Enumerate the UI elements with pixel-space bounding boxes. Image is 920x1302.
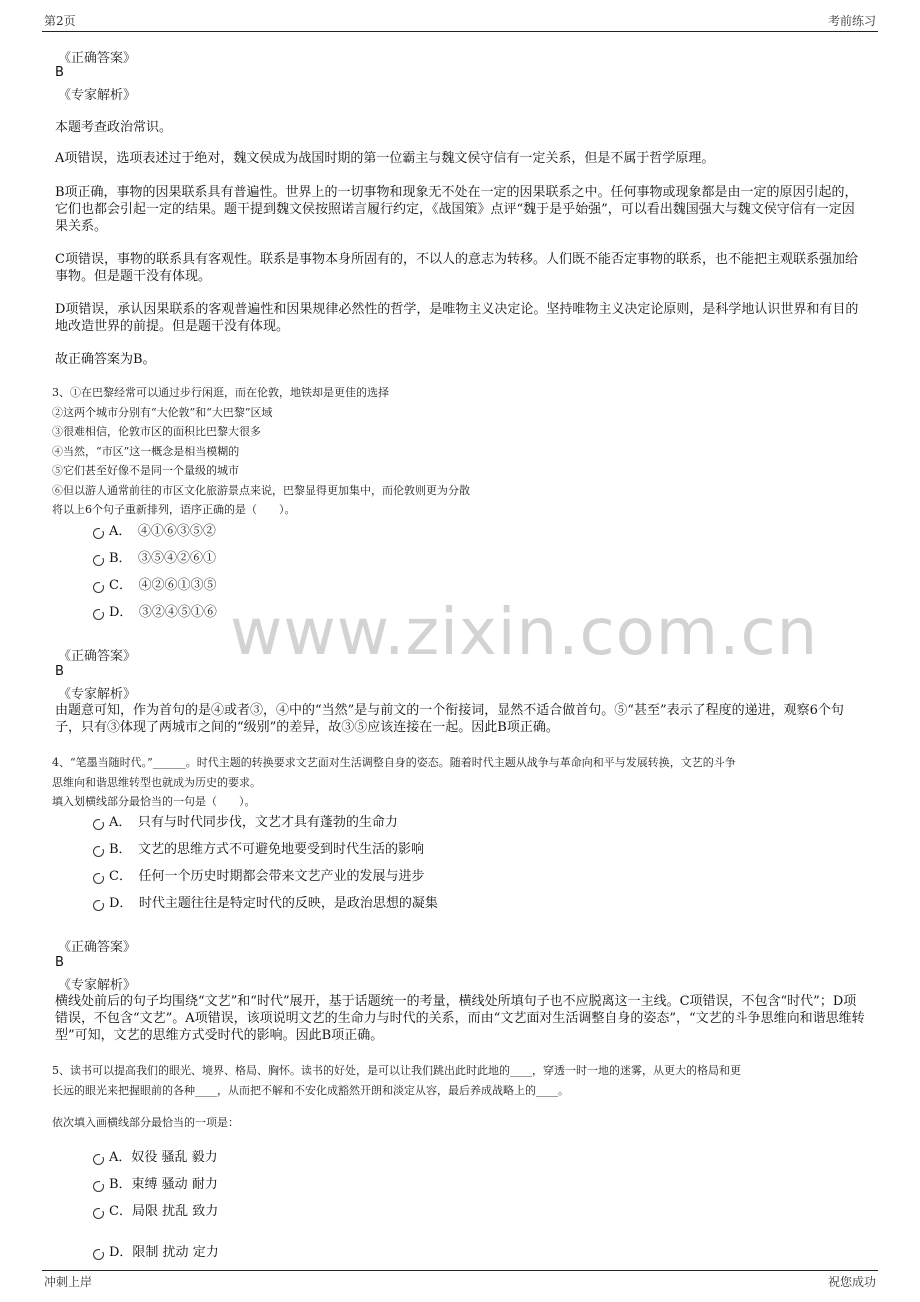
radio-icon[interactable] (93, 609, 104, 620)
option-label: A． 只有与时代同步伐，文艺才具有蓬勃的生命力 (109, 815, 398, 830)
radio-icon[interactable] (93, 846, 104, 857)
radio-icon[interactable] (93, 582, 104, 593)
analysis-label: 《专家解析》 (58, 978, 137, 993)
q5-option-d[interactable] (93, 1243, 219, 1265)
radio-icon[interactable] (93, 819, 104, 830)
radio-icon[interactable] (93, 555, 104, 566)
question-line: 将以上6个句子重新排列，语序正确的是（ ）。 (52, 503, 296, 516)
analysis-paragraph: D项错误，承认因果联系的客观普遍性和因果规律必然性的哲学，是唯物主义决定论。坚持唯物主义决定论原则，是科学地认识世界和有目的地改造世界的前提。但是题干没有体现。 (55, 302, 859, 334)
answer-value: B (55, 65, 64, 80)
question-5-prompt: 依次填入画横线部分最恰当的一项是： (52, 1116, 239, 1129)
analysis-paragraph: A项错误，选项表述过于绝对，魏文侯成为战国时期的第一位霸主与魏文侯守信有一定关系，但是不属于哲学原理。 (55, 151, 715, 166)
answer-value: B (55, 955, 64, 970)
page-number: 第2页 (44, 14, 76, 28)
question-line: ④当然，“市区”这一概念是相当模糊的 (52, 444, 240, 458)
footer-rule (42, 1270, 878, 1271)
header-rule (42, 31, 878, 32)
question-line: 5、读书可以提高我们的眼光、境界、格局、胸怀。读书的好处，是可以让我们跳出此时此地的____，穿透一时一地的迷雾，从更大的格局和更 (52, 1064, 741, 1077)
watermark: www.zixin.com.cn (230, 596, 819, 670)
question-line: 填入划横线部分最恰当的一句是（ ）。 (52, 795, 256, 808)
answer-label: 《正确答案》 (58, 51, 137, 66)
radio-icon[interactable] (93, 1208, 104, 1219)
answer-label: 《正确答案》 (58, 649, 137, 664)
radio-icon[interactable] (93, 1154, 104, 1165)
q4-option-c[interactable] (93, 867, 424, 889)
footer-left: 冲刺上岸 (44, 1275, 93, 1289)
header-title: 考前练习 (827, 14, 876, 28)
question-line: 长远的眼光来把握眼前的各种____，从而把不解和不安化成豁然开朗和淡定从容，最后养成战略上的____。 (52, 1083, 569, 1097)
option-label: C． ④②⑥①③⑤ (109, 578, 217, 593)
option-label: C． 任何一个历史时期都会带来文艺产业的发展与进步 (109, 869, 425, 884)
radio-icon[interactable] (93, 1249, 104, 1260)
analysis-paragraph: 由题意可知，作为首句的是④或者③，④中的“当然”是与前文的一个衔接词，显然不适合做首句。⑤“甚至”表示了程度的递进，观察6个句子，只有③体现了两城市之间的“级别”的差异，故③⑤应该连接在一起。因此B项正确。 (55, 703, 844, 735)
option-label: D．限制 扰动 定力 (109, 1245, 219, 1260)
question-line: 思维向和谐思维转型也就成为历史的要求。 (52, 775, 261, 789)
option-label: B． 文艺的思维方式不可避免地要受到时代生活的影响 (109, 842, 425, 857)
q5-option-a[interactable] (93, 1148, 218, 1170)
q3-option-b[interactable] (93, 549, 216, 571)
answer-value: B (55, 664, 64, 679)
option-label: D． ③②④⑤①⑥ (109, 605, 217, 620)
question-4-stem (52, 753, 872, 812)
q5-option-c[interactable] (93, 1202, 218, 1224)
radio-icon[interactable] (93, 900, 104, 911)
q4-option-a[interactable] (93, 813, 398, 835)
analysis-paragraph: B项正确，事物的因果联系具有普遍性。世界上的一切事物和现象无不处在一定的因果联系之中。任何事物或现象都是由一定的原因引起的，它们也都会引起一定的结果。题干提到魏文侯按照诺言履行约定，《战国策》点评“魏于是乎始强”，可以看出魏国强大与魏文侯守信有一定因果关系。 (55, 185, 858, 234)
q4-option-d[interactable] (93, 894, 438, 916)
q3-option-a[interactable] (93, 522, 216, 544)
q5-option-b[interactable] (93, 1175, 218, 1197)
option-label: A．奴役 骚乱 毅力 (109, 1150, 218, 1165)
question-line: ⑥但以游人通常前往的市区文化旅游景点来说，巴黎显得更加集中，而伦敦则更为分散 (52, 483, 470, 497)
q3-option-c[interactable] (93, 576, 216, 598)
option-label: C．局限 扰乱 致力 (109, 1204, 219, 1219)
radio-icon[interactable] (93, 873, 104, 884)
option-label: D． 时代主题往往是特定时代的反映，是政治思想的凝集 (109, 896, 438, 911)
question-3-stem (52, 383, 872, 520)
q3-option-d[interactable] (93, 603, 217, 625)
analysis-paragraph: C项错误，事物的联系具有客观性。联系是事物本身所固有的，不以人的意志为转移。人们既不能否定事物的联系，也不能把主观联系强加给事物。但是题干没有体现。 (55, 252, 858, 284)
footer-right: 祝您成功 (827, 1275, 876, 1289)
analysis-label: 《专家解析》 (58, 687, 137, 702)
analysis-paragraph: 横线处前后的句子均围绕“文艺”和“时代”展开，基于话题统一的考量，横线处所填句子也不应脱离这一主线。C项错误，不包含“时代”；D项错误，不包含“文艺”。A项错误，该项说明文艺的生命力与时代的关系，而由“文艺面对生活调整自身的姿态”，“文艺的斗争思维向和谐思维转型”可知，文艺的思维方式受时代的影响。因此B项正确。 (55, 994, 865, 1043)
q4-option-b[interactable] (93, 840, 424, 862)
analysis-paragraph: 故正确答案为B。 (55, 352, 156, 367)
radio-icon[interactable] (93, 528, 104, 539)
question-line: ②这两个城市分别有“大伦敦”和“大巴黎”区域 (52, 405, 273, 419)
question-line: ⑤它们甚至好像不是同一个量级的城市 (52, 464, 239, 477)
option-label: B． ③⑤④②⑥① (109, 551, 217, 566)
option-label: B．束缚 骚动 耐力 (109, 1177, 218, 1192)
radio-icon[interactable] (93, 1181, 104, 1192)
option-label: A． ④①⑥③⑤② (109, 524, 216, 539)
answer-label: 《正确答案》 (58, 940, 137, 955)
question-5-stem (52, 1061, 872, 1100)
analysis-paragraph: 本题考查政治常识。 (55, 120, 173, 135)
question-line: ③很难相信，伦敦市区的面积比巴黎大很多 (52, 425, 261, 438)
question-line: 3、①在巴黎经常可以通过步行闲逛，而在伦敦，地铁却是更佳的选择 (52, 386, 389, 399)
question-line: 4、“笔墨当随时代。”______。时代主题的转换要求文艺面对生活调整自身的姿态。随着时代主题从战争与革命向和平与发展转换，文艺的斗争 (52, 756, 736, 769)
analysis-label: 《专家解析》 (58, 88, 137, 103)
